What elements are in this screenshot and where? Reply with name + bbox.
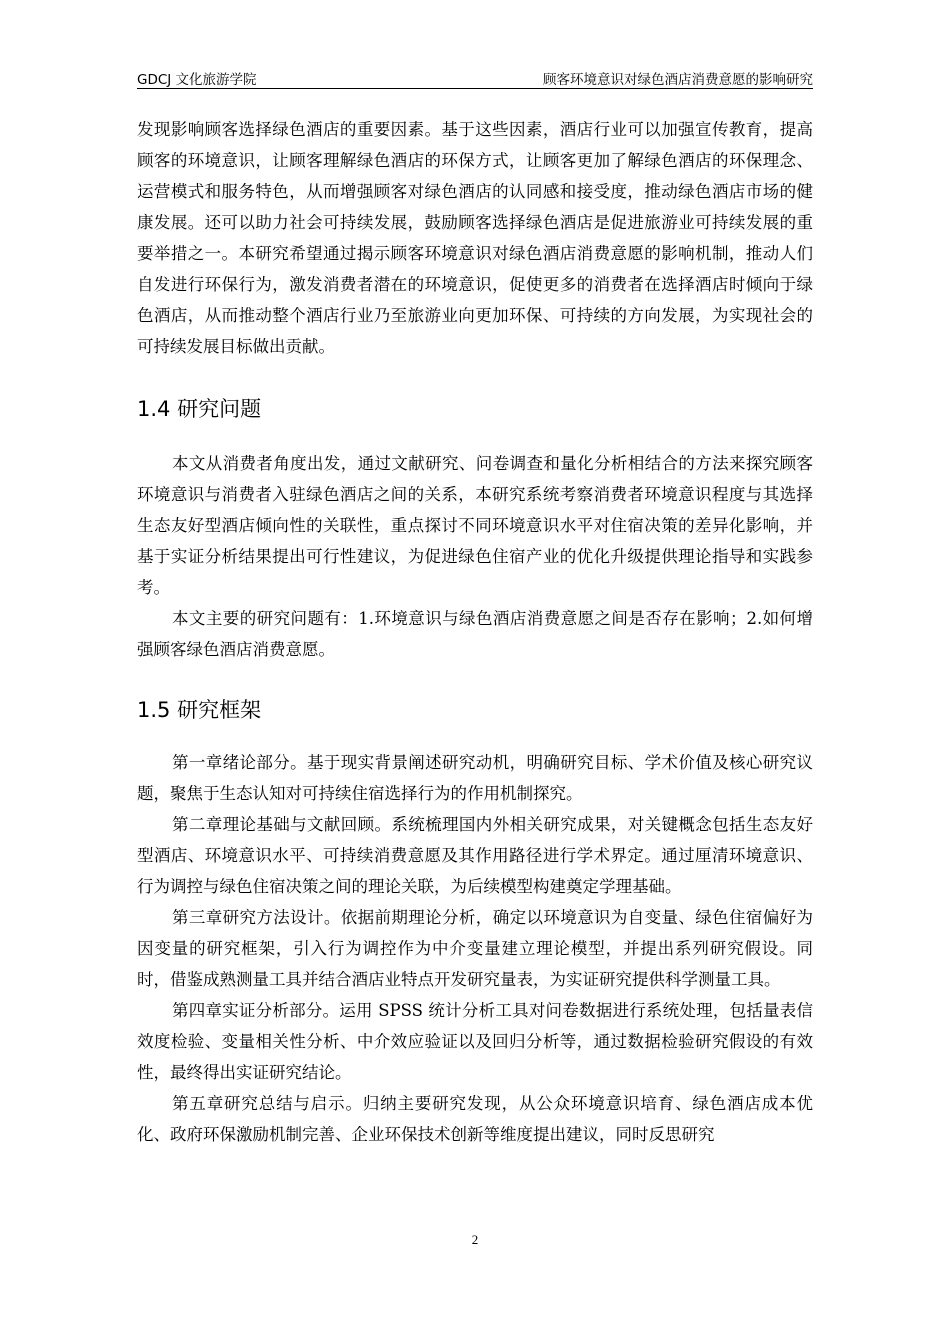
section-heading-1-4: 1.4 研究问题: [137, 397, 262, 421]
page-number: 2: [471, 1232, 479, 1247]
paragraph: 本文从消费者角度出发，通过文献研究、问卷调查和量化分析相结合的方法来探究顾客环境意识与消费者入驻绿色酒店之间的关系，本研究系统考察消费者环境意识程度与其选择生态友好型酒店倾向性的关联性，重点探讨不同环境意识水平对住宿决策的差异化影响，并基于实证分析结果提出可行性建议，为促进绿色住宿产业的优化升级提供理论指导和实践参考。: [137, 454, 813, 597]
paragraph: 本文主要的研究问题有：1.环境意识与绿色酒店消费意愿之间是否存在影响；2.如何增强顾客绿色酒店消费意愿。: [137, 609, 813, 659]
intro-paragraph: 发现影响顾客选择绿色酒店的重要因素。基于这些因素，酒店行业可以加强宣传教育，提高顾客的环境意识，让顾客理解绿色酒店的环保方式，让顾客更加了解绿色酒店的环保理念、运营模式和服务特色，从而增强顾客对绿色酒店的认同感和接受度，推动绿色酒店市场的健康发展。还可以助力社会可持续发展，鼓励顾客选择绿色酒店是促进旅游业可持续发展的重要举措之一。本研究希望通过揭示顾客环境意识对绿色酒店消费意愿的影响机制，推动人们自发进行环保行为，激发消费者潜在的环境意识，促使更多的消费者在选择酒店时倾向于绿色酒店，从而推动整个酒店行业乃至旅游业向更加环保、可持续的方向发展，为实现社会的可持续发展目标做出贡献。: [137, 120, 813, 356]
paragraph: 第五章研究总结与启示。归纳主要研究发现，从公众环境意识培育、绿色酒店成本优化、政府环保激励机制完善、企业环保技术创新等维度提出建议，同时反思研究: [137, 1094, 813, 1144]
section-heading-1-5: 1.5 研究框架: [137, 698, 262, 722]
header-institution: GDCJ 文化旅游学院: [137, 72, 257, 88]
running-header: [137, 64, 813, 89]
paragraph: 第二章理论基础与文献回顾。系统梳理国内外相关研究成果，对关键概念包括生态友好型酒店、环境意识水平、可持续消费意愿及其作用路径进行学术界定。通过厘清环境意识、行为调控与绿色住宿决策之间的理论关联，为后续模型构建奠定学理基础。: [137, 815, 813, 896]
paragraph: 第三章研究方法设计。依据前期理论分析，确定以环境意识为自变量、绿色住宿偏好为因变量的研究框架，引入行为调控作为中介变量建立理论模型，并提出系列研究假设。同时，借鉴成熟测量工具并结合酒店业特点开发研究量表，为实证研究提供科学测量工具。: [137, 908, 813, 989]
section-1-5-body: [137, 747, 813, 1150]
intro-continuation-block: [137, 114, 813, 362]
paragraph: 第四章实证分析部分。运用 SPSS 统计分析工具对问卷数据进行系统处理，包括量表信效度检验、变量相关性分析、中介效应验证以及回归分析等，通过数据检验研究假设的有效性，最终得出实证研究结论。: [137, 1001, 813, 1082]
header-paper-title: 顾客环境意识对绿色酒店消费意愿的影响研究: [543, 72, 813, 88]
section-1-4-body: [137, 448, 813, 665]
paragraph: 第一章绪论部分。基于现实背景阐述研究动机，明确研究目标、学术价值及核心研究议题，聚焦于生态认知对可持续住宿选择行为的作用机制探究。: [137, 753, 813, 803]
